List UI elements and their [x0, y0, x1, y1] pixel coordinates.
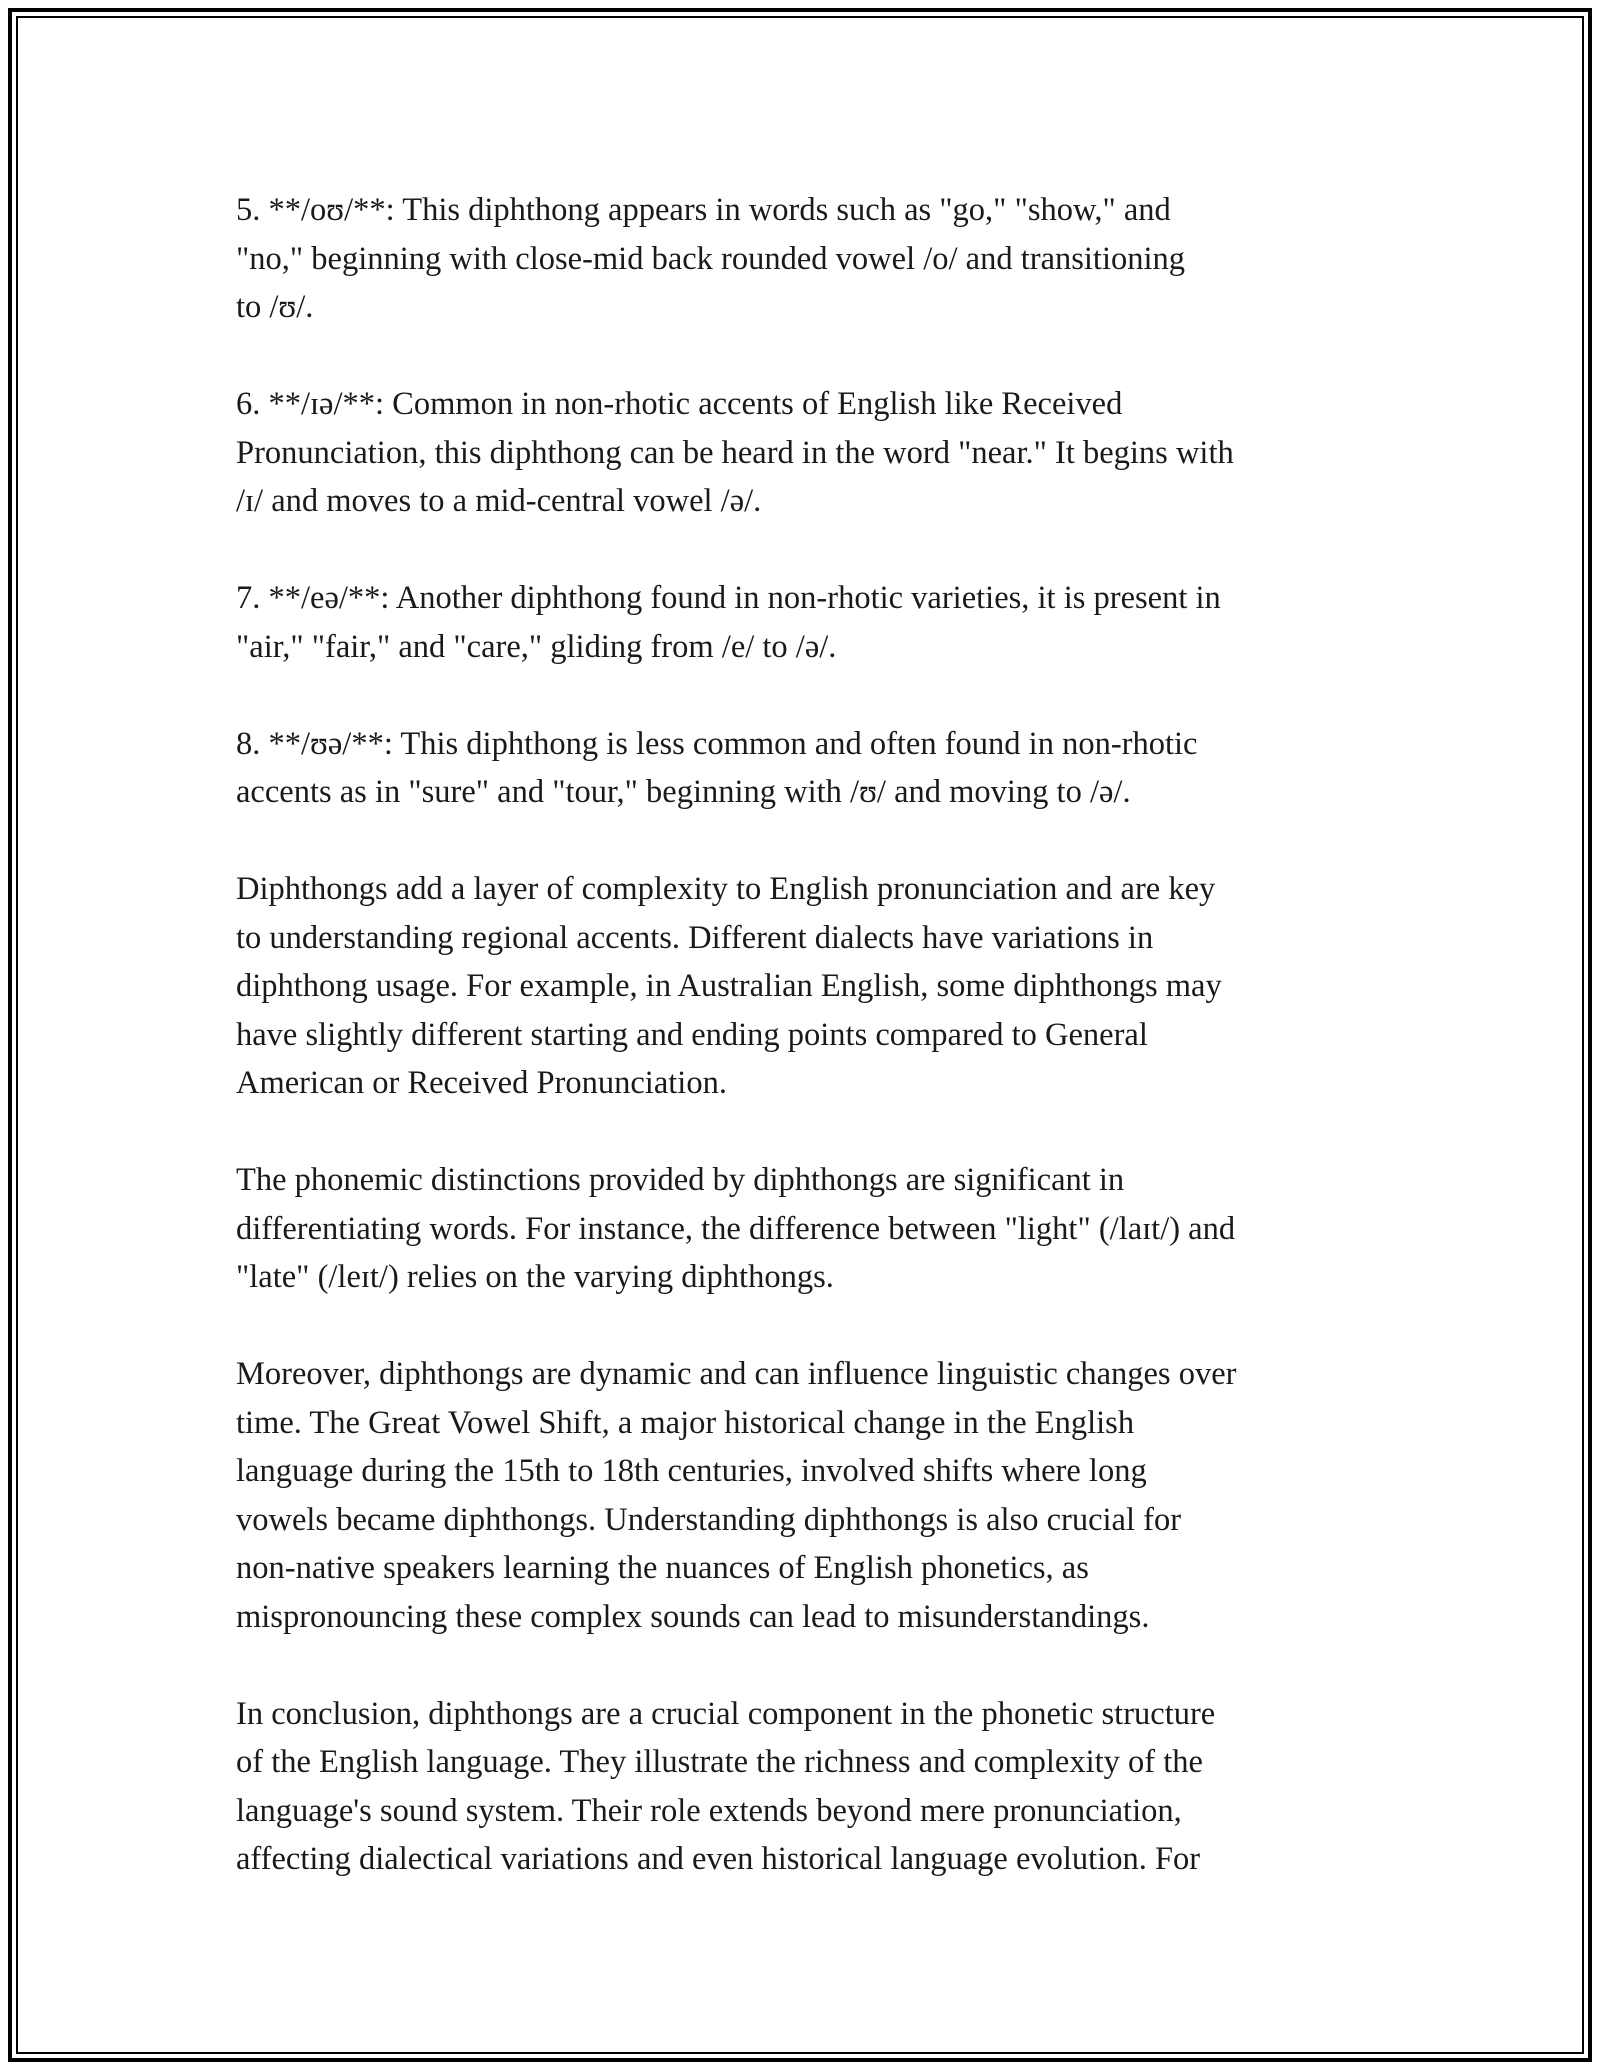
paragraph-phonemic-distinctions: The phonemic distinctions provided by diphthongs are significant in differentiating words. For instance, the difference between "light" (/laɪt/) and "late" (/leɪt/) relies on the varying diphthongs.: [236, 1162, 1236, 1295]
paragraph-regional-accents: Diphthongs add a layer of complexity to English pronunciation and are key to understanding regional accents. Different dialects have variations in diphthong usage. For example, in Australian English, some diphthongs may have slightly different starting and ending points compared to General American or Received Pronunciation.: [236, 871, 1222, 1101]
paragraph-great-vowel-shift: Moreover, diphthongs are dynamic and can influence linguistic changes over time. The Great Vowel Shift, a major historical change in the English language during the 15th to 18th centuries, involved shifts where long vowels became diphthongs. Understanding diphthongs is also crucial for non-native speakers learning the nuances of English phonetics, as mispronouncing these complex sounds can lead to misunderstandings.: [236, 1356, 1237, 1635]
list-item-diphthong-ua: 8. **/ʊə/**: This diphthong is less common and often found in non-rhotic accents as in "sure" and "tour," beginning with /ʊ/ and moving to /ə/.: [236, 725, 1198, 810]
list-item-diphthong-ie: 6. **/ɪə/**: Common in non-rhotic accents of English like Received Pronunciation, this diphthong can be heard in the word "near." It begins with /ɪ/ and moves to a mid-central vowel /ə/.: [236, 386, 1234, 519]
paragraph-conclusion: In conclusion, diphthongs are a crucial component in the phonetic structure of the English language. They illustrate the richness and complexity of the language's sound system. Their role extends beyond mere pronunciation, affecting dialectical variations and even historical language evolution. For: [236, 1695, 1216, 1877]
list-item-diphthong-ea: 7. **/eə/**: Another diphthong found in non-rhotic varieties, it is present in "air," "fair," and "care," gliding from /e/ to /ə/.: [236, 580, 1221, 665]
document-body: [236, 186, 1376, 1884]
list-item-diphthong-ou: 5. **/oʊ/**: This diphthong appears in words such as "go," "show," and "no," beginning with close-mid back rounded vowel /o/ and transitioning to /ʊ/.: [236, 192, 1186, 325]
